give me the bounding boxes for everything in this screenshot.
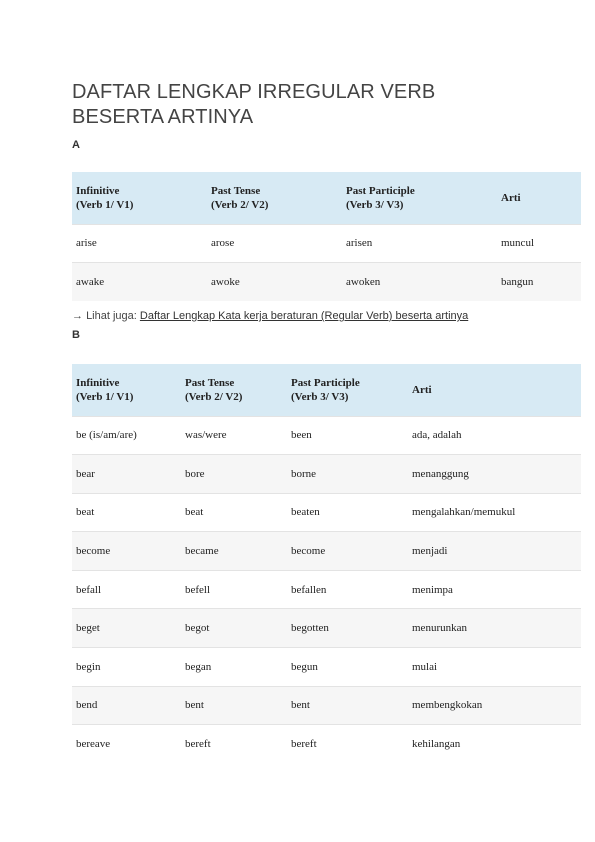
table-header-row [72,172,581,224]
table-row [72,570,581,609]
cell-v1: arise [76,237,97,250]
cell-v2: began [185,660,212,673]
cell-v1: bend [76,699,98,712]
page-title-line-2: BESERTA ARTINYA [72,106,254,128]
cell-v1: awake [76,276,105,289]
cell-v3: befallen [291,583,327,596]
cell-v1: bear [76,467,95,480]
arrow-icon: → [72,310,83,322]
page-title-line-1: DAFTAR LENGKAP IRREGULAR VERB [72,81,436,103]
header-arti: Arti [412,383,432,396]
header-arti: Arti [501,191,521,204]
cell-v3: bereft [291,738,317,751]
cell-arti: menanggung [412,467,469,480]
cell-v3: become [291,545,326,558]
cell-v1: be (is/am/are) [76,429,137,442]
cell-arti: membengkokan [412,699,483,712]
header-past-tense: Past Tense (Verb 2/ V2) [185,376,243,403]
section-letter-b: B [72,329,80,341]
cell-v2: bereft [185,738,211,751]
cell-v2: begot [185,622,210,635]
table-row [72,648,581,687]
verb-table-a [72,172,581,301]
cell-v2: awoke [211,276,240,289]
cell-arti: menurunkan [412,622,467,635]
table-row [72,609,581,648]
cell-v1: beget [76,622,100,635]
table-row [72,263,581,302]
table-row [72,686,581,725]
section-letter-a: A [72,139,80,151]
cell-arti: muncul [501,237,534,250]
cell-arti: mulai [412,660,438,673]
page-title [72,80,532,130]
table-row [72,532,581,571]
cell-arti: kehilangan [412,738,461,751]
cell-v2: bent [185,699,204,712]
cell-v3: begun [291,660,318,673]
cell-v3: bent [291,699,310,712]
table-header-row [72,364,581,416]
table-row [72,416,581,455]
cell-arti: ada, adalah [412,429,462,442]
table-row [72,455,581,494]
cell-v1: become [76,545,111,558]
cell-v3: begotten [291,622,329,635]
see-also-line [72,310,468,322]
cell-v2: beat [185,506,204,519]
header-past-participle: Past Participle (Verb 3/ V3) [291,376,360,403]
cell-v2: bore [185,467,205,480]
cell-v1: bereave [76,738,111,751]
header-infinitive: Infinitive (Verb 1/ V1) [76,184,134,211]
verb-table-b [72,364,581,763]
cell-v3: arisen [346,237,373,250]
cell-v1: beat [76,506,95,519]
cell-v3: beaten [291,506,320,519]
cell-arti: menimpa [412,583,453,596]
see-also-prefix: Lihat juga: [86,310,137,322]
header-past-tense: Past Tense (Verb 2/ V2) [211,184,269,211]
cell-v3: borne [291,467,317,480]
cell-v2: became [185,545,219,558]
cell-v2: befell [185,583,211,596]
table-row [72,725,581,764]
table-row [72,224,581,263]
cell-v2: arose [211,237,235,250]
header-infinitive: Infinitive (Verb 1/ V1) [76,376,134,403]
regular-verb-link[interactable]: Daftar Lengkap Kata kerja beraturan (Regular Verb) beserta artinya [139,310,469,322]
cell-arti: bangun [501,276,534,289]
cell-v1: befall [76,583,102,596]
cell-v1: begin [76,660,101,673]
cell-v3: awoken [346,276,381,289]
header-past-participle: Past Participle (Verb 3/ V3) [346,184,415,211]
cell-arti: menjadi [412,545,448,558]
cell-v3: been [291,429,312,442]
table-row [72,493,581,532]
cell-v2: was/were [185,429,227,442]
cell-arti: mengalahkan/memukul [412,506,516,519]
